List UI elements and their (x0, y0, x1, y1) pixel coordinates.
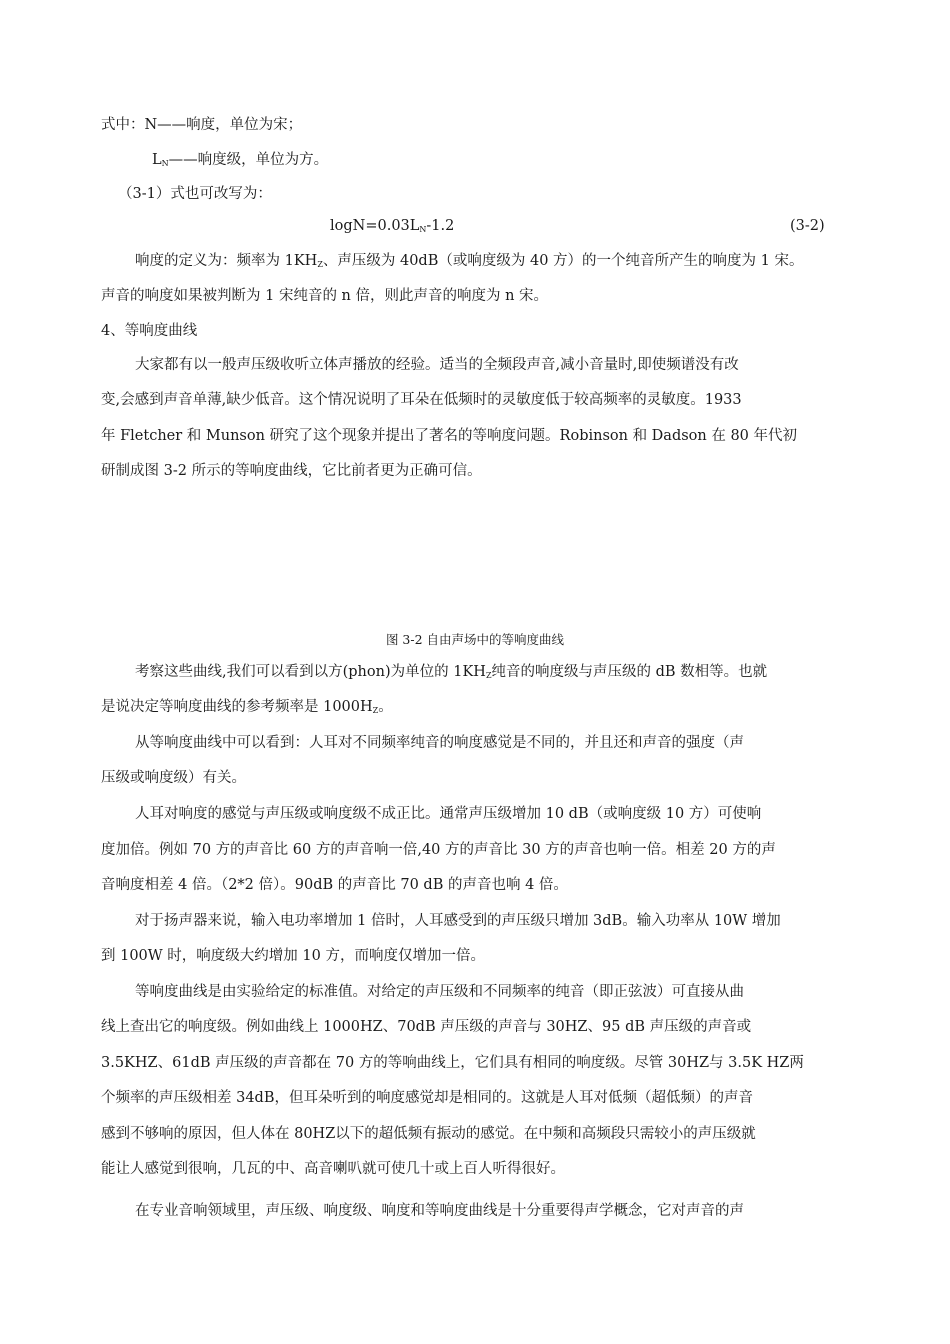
equation-3-2: $\log N=0.03L_N-1.2$ (330, 218, 455, 234)
paragraph-line: 研制成图 3-2 所示的等响度曲线，它比前者更为正确可信。 (101, 463, 482, 479)
paragraph-line: 能让人感觉到很响，几瓦的中、高音喇叭就可使几十或上百人听得很好。 (101, 1161, 565, 1177)
paragraph-line: 等响度曲线是由实验给定的标准值。对给定的声压级和不同频率的纯音（即正弦波）可直接从曲 (135, 984, 744, 1000)
section-heading: 4、等响度曲线 (101, 323, 198, 339)
definition-n: 式中：N——响度，单位为宋； (101, 117, 303, 133)
paragraph-line: 压级或响度级）有关。 (101, 770, 246, 786)
figure-caption: 图 3-2 自由声场中的等响度曲线 (385, 632, 565, 647)
paragraph-line: 音响度相差 4 倍。（2*2 倍）。90dB 的声音比 70 dB 的声音也响 4 倍。 (101, 877, 568, 893)
paragraph-line: 大家都有以一般声压级收听立体声播放的经验。适当的全频段声音,减小音量时,即使频谱没有改 (135, 357, 739, 373)
paragraph-line: 感到不够响的原因，但人体在 80HZ以下的超低频有振动的感觉。在中频和高频段只需较小的声压级就 (101, 1126, 756, 1142)
paragraph-line: 人耳对响度的感觉与声压级或响度级不成正比。通常声压级增加 10 dB（或响度级 10 方）可使响 (135, 806, 762, 822)
paragraph-line: 考察这些曲线,我们可以看到以方(phon)为单位的 $1KH_Z$纯音的响度级与声压级的 dB 数相等。也就 (135, 664, 768, 680)
paragraph-line: 从等响度曲线中可以看到：人耳对不同频率纯音的响度感觉是不同的，并且还和声音的强度（声 (135, 735, 744, 751)
paragraph-line: 是说决定等响度曲线的参考频率是 $1000H_Z$。 (101, 699, 393, 715)
paragraph-line: 在专业音响领域里，声压级、响度级、响度和等响度曲线是十分重要得声学概念，它对声音的声 (135, 1203, 744, 1219)
paragraph-line: 3.5KHZ、61dB 声压级的声音都在 70 方的等响曲线上，它们具有相同的响度级。尽管 30HZ与 3.5K HZ两 (101, 1055, 804, 1071)
paragraph-line: 个频率的声压级相差 34dB，但耳朵听到的响度感觉却是相同的。这就是人耳对低频（超低频）的声音 (101, 1090, 753, 1106)
paragraph-line: 度加倍。例如 70 方的声音比 60 方的声音响一倍,40 方的声音比 30 方的声音也响一倍。相差 20 方的声 (101, 842, 776, 858)
paragraph-line: 到 100W 时，响度级大约增加 10 方，而响度仅增加一倍。 (101, 948, 485, 964)
equation-number: (3-2) (790, 218, 825, 234)
paragraph-line: 线上查出它的响度级。例如曲线上 1000HZ、70dB 声压级的声音与 30HZ、95 dB 声压级的声音或 (101, 1019, 752, 1035)
paragraph-line: 声音的响度如果被判断为 1 宋纯音的 n 倍，则此声音的响度为 n 宋。 (101, 288, 549, 304)
paragraph-line: 响度的定义为：频率为 $1KH_Z$、声压级为 40dB（或响度级为 40 方）的一个纯音所产生的响度为 1 宋。 (135, 253, 804, 269)
definition-ln: $L_N——$响度级，单位为方。 (152, 152, 329, 168)
paragraph-line: 年 Fletcher 和 Munson 研究了这个现象并提出了著名的等响度问题。Robinson 和 Dadson 在 80 年代初 (101, 428, 798, 444)
paragraph-line: 变,会感到声音单薄,缺少低音。这个情况说明了耳朵在低频时的灵敏度低于较高频率的灵敏度。1933 (101, 392, 742, 408)
rewrite-intro: （3-1）式也可改写为： (118, 186, 272, 202)
paragraph-line: 对于扬声器来说，输入电功率增加 1 倍时，人耳感受到的声压级只增加 3dB。输入功率从 10W 增加 (135, 913, 781, 929)
